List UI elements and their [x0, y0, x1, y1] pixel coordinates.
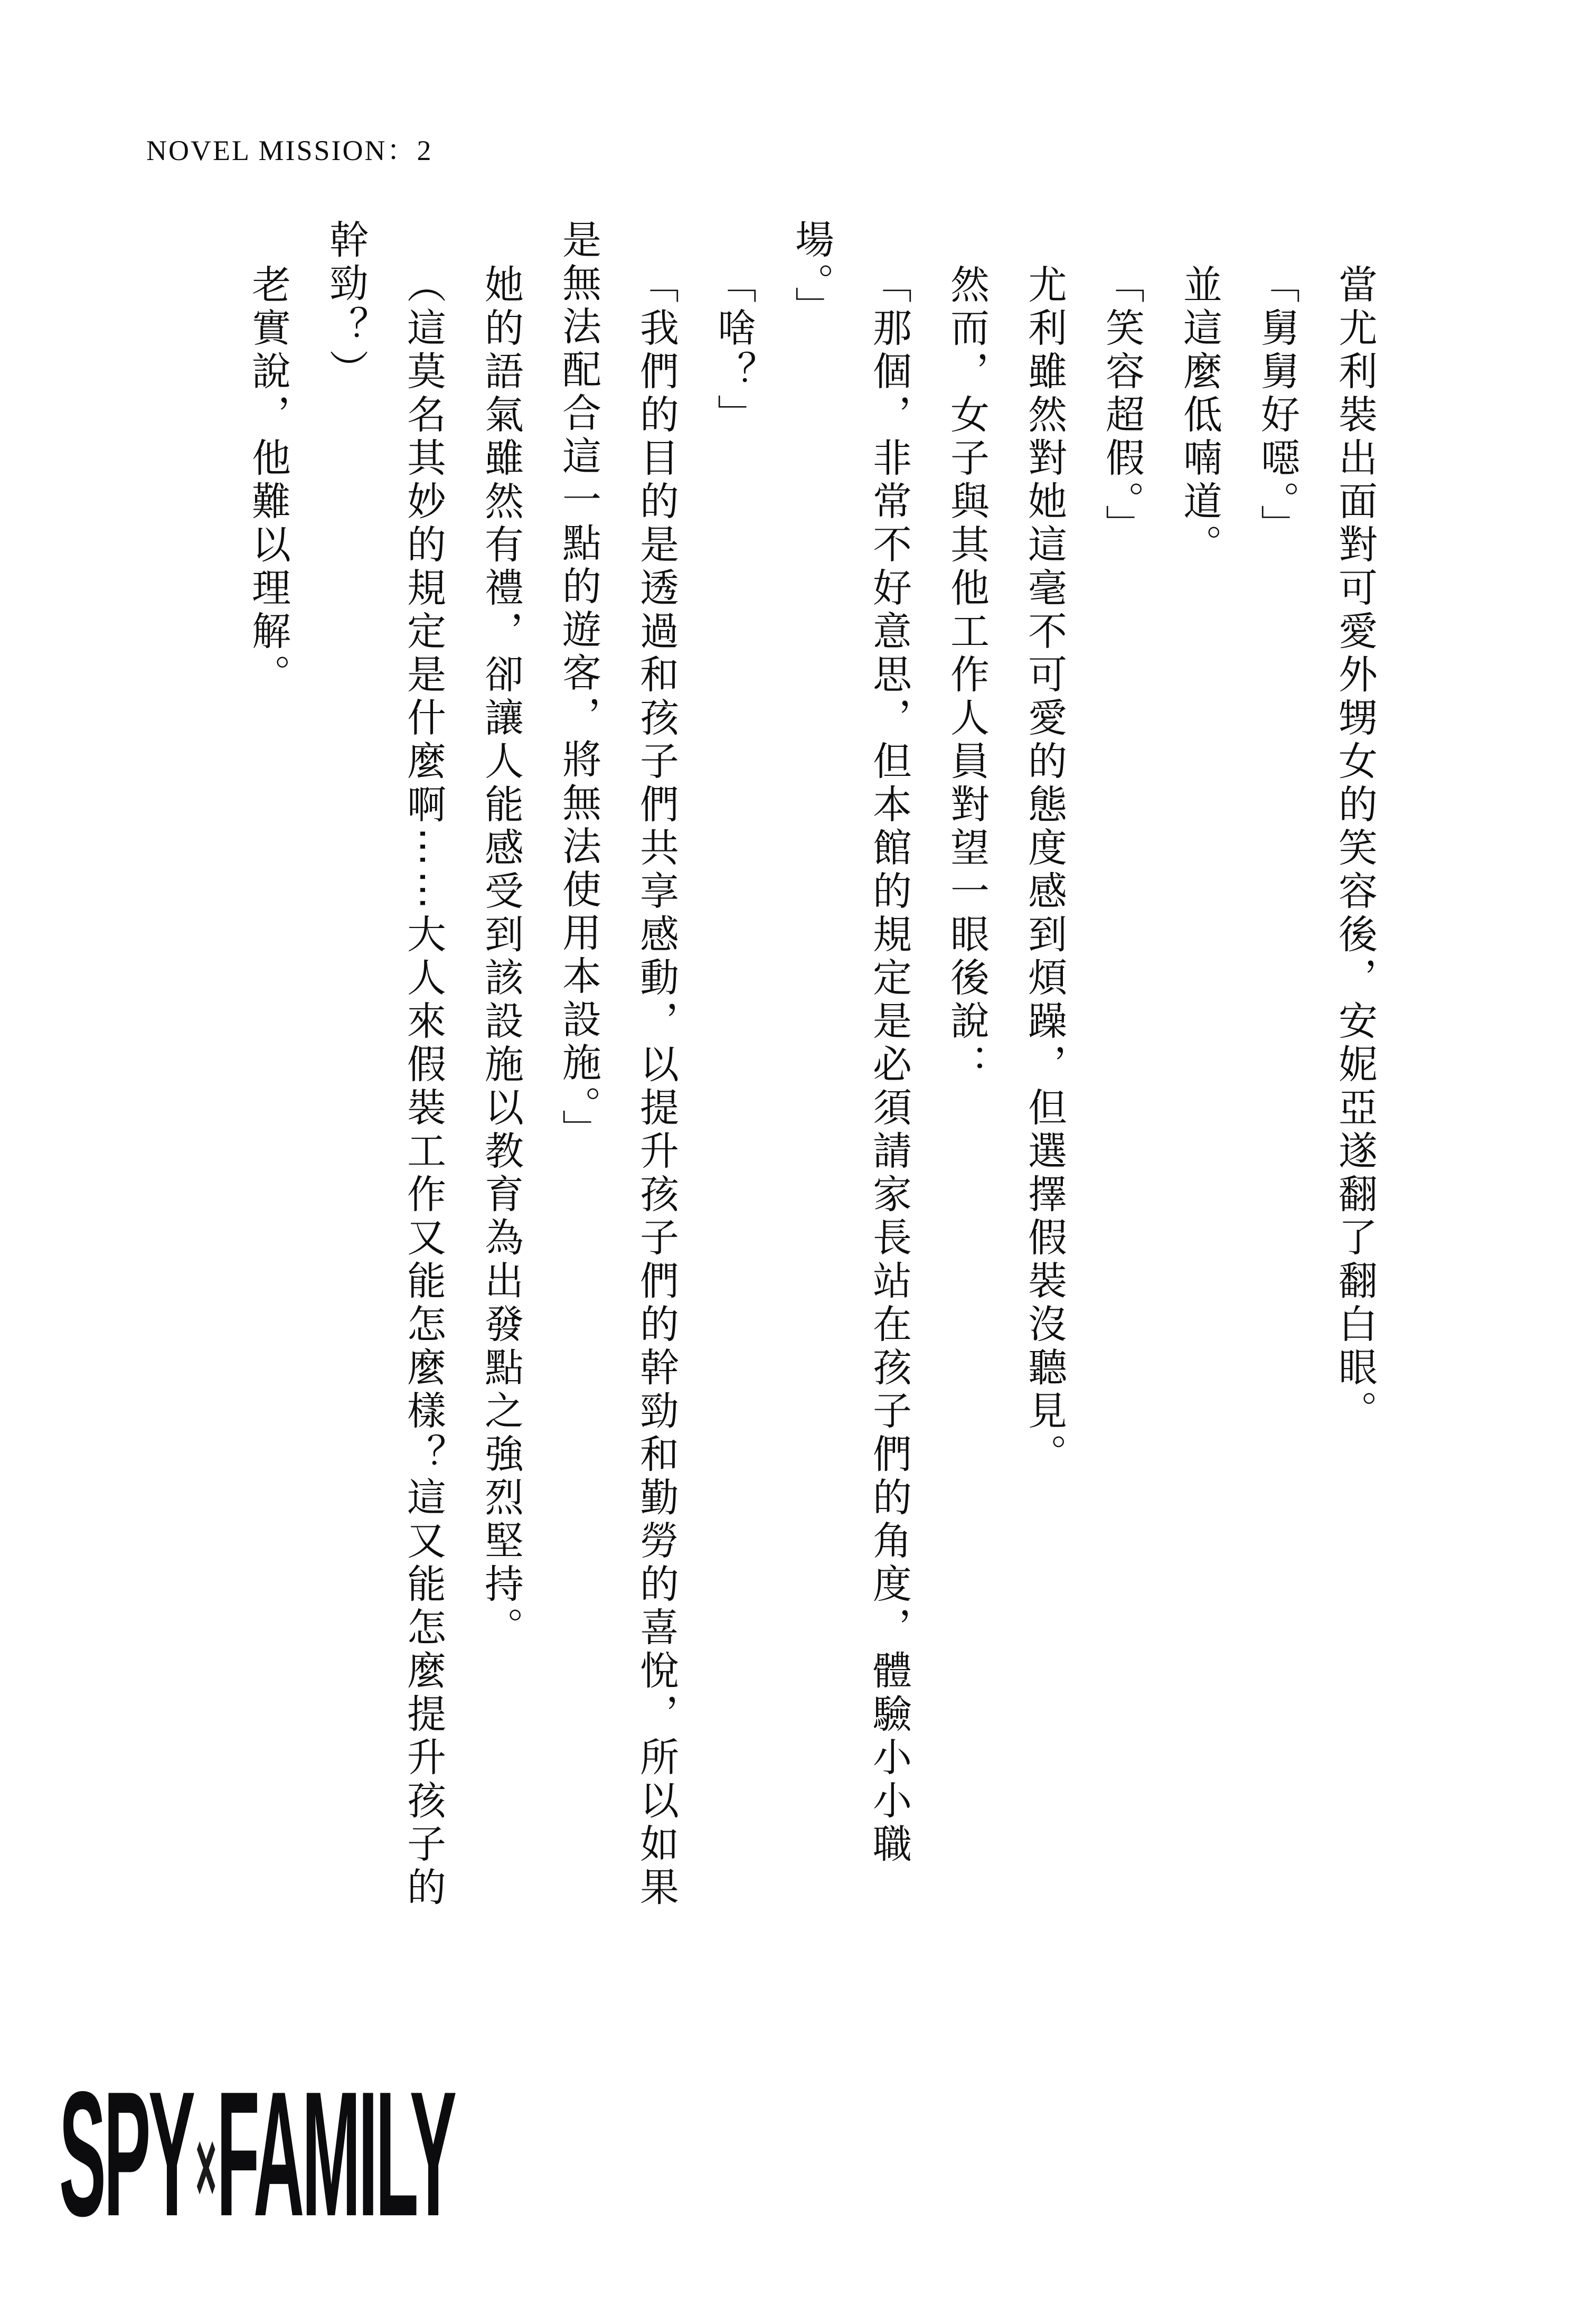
- novel-column: 是無法配合這一點的遊客，將無法使用本設施。」: [557, 219, 600, 1152]
- novel-column: 老實說，他難以理解。: [246, 264, 289, 697]
- novel-column: 尤利雖然對她這毫不可愛的態度感到煩躁，但選擇假裝沒聽見。: [1022, 264, 1066, 1477]
- novel-column: 然而，女子與其他工作人員對望一眼後說：: [945, 264, 988, 1087]
- spyfamily-logo: [59, 2055, 455, 2254]
- logo-spy-text: SPY: [59, 2055, 193, 2254]
- novel-column: 「笑容超假。」: [1100, 264, 1143, 548]
- novel-column: 「那個，非常不好意思，但本館的規定是必須請家長站在孩子們的角度，體驗小小職: [867, 264, 910, 1867]
- novel-column: 場。」: [789, 219, 833, 330]
- logo-cross-icon: ×: [195, 2108, 215, 2227]
- novel-column: 她的語氣雖然有禮，卻讓人能感受到該設施以教育為出發點之強烈堅持。: [479, 264, 522, 1650]
- novel-column: 「我們的目的是透過和孩子們共享感動，以提升孩子們的幹勁和勤勞的喜悅，所以如果: [634, 264, 677, 1910]
- novel-column: 當尤利裝出面對可愛外甥女的笑容後，安妮亞遂翻了翻白眼。: [1333, 264, 1376, 1433]
- novel-column: 「舅舅好噁。」: [1255, 264, 1298, 548]
- chapter-header: NOVEL MISSION：2: [146, 135, 433, 166]
- novel-column: 並這麼低喃道。: [1178, 264, 1221, 567]
- novel-column: （這莫名其妙的規定是什麼啊⋯⋯大人來假裝工作又能怎麼樣？這又能怎麼提升孩子的: [401, 264, 445, 1910]
- novel-column: 幹勁？）: [324, 219, 367, 392]
- novel-column: 「啥？」: [712, 264, 755, 437]
- logo-family-text: FAMILY: [216, 2055, 455, 2254]
